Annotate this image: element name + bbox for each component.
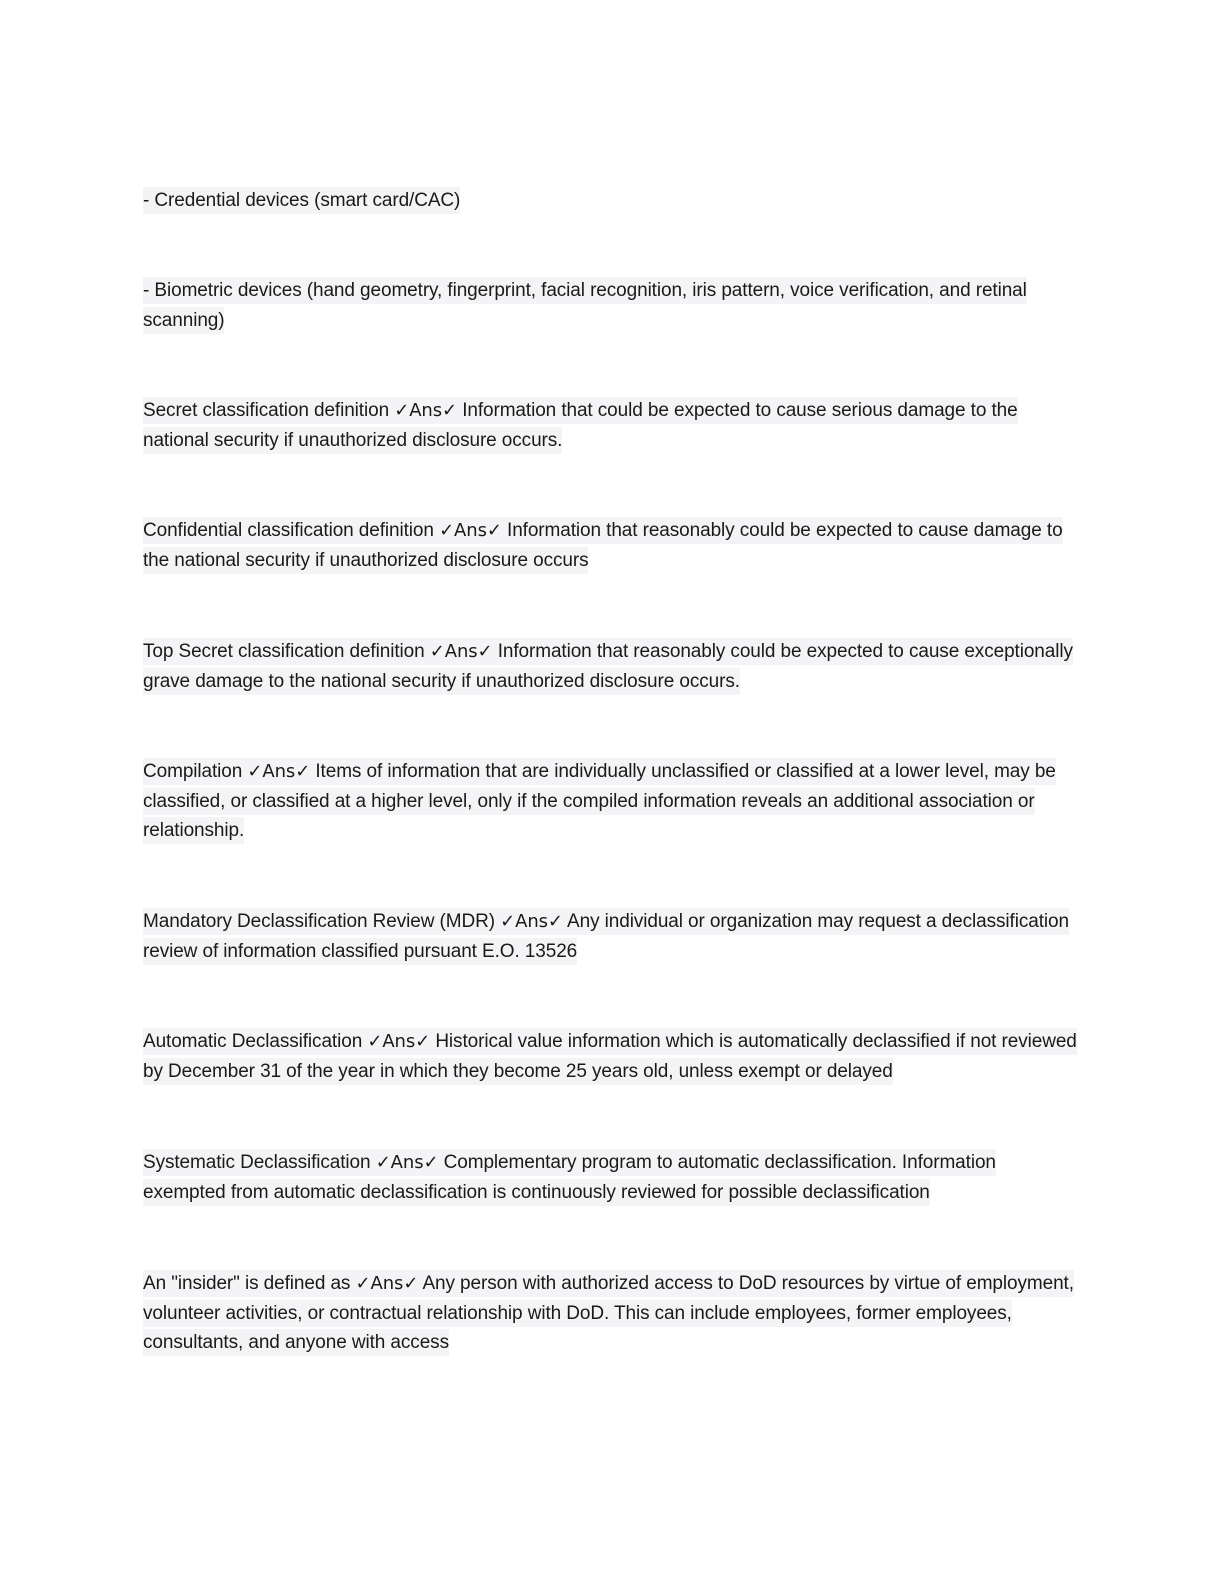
qa-answer: Items of information that are individually unclassified or classified at a lower level, may be classified, or classified at a higher level, only if the compiled information reveals an additional association or relationship. [143,761,1056,841]
bullet-text: - Biometric devices (hand geometry, fingerprint, facial recognition, iris pattern, voice verification, and retinal scanning) [143,277,1027,334]
qa-top-secret-classification [143,637,1083,696]
answer-separator: ✓Ans✓ [500,911,563,932]
bullet-text: - Credential devices (smart card/CAC) [143,187,460,214]
qa-term: Secret classification definition [143,400,390,421]
bullet-credential-devices [143,186,1083,216]
qa-term: Top Secret classification definition [143,641,425,662]
answer-separator: ✓Ans✓ [439,520,502,541]
answer-separator: ✓Ans✓ [429,641,493,662]
answer-separator: ✓Ans✓ [355,1273,419,1294]
qa-systematic-declassification [143,1148,1083,1207]
answer-separator: ✓Ans✓ [375,1152,439,1173]
answer-separator: ✓Ans✓ [367,1031,431,1052]
qa-answer: Information that could be expected to cause serious damage to the national security if unauthorized disclosure occurs. [143,400,1018,451]
bullet-biometric-devices [143,276,1083,335]
qa-answer: Historical value information which is automatically declassified if not reviewed by December 31 of the year in which they become 25 years old, unless exempt or delayed [143,1031,1077,1082]
qa-confidential-classification [143,516,1083,575]
qa-insider-definition [143,1269,1083,1358]
qa-answer: Any individual or organization may request a declassification review of information classified pursuant E.O. 13526 [143,911,1069,962]
qa-compilation [143,757,1083,846]
qa-term: Confidential classification definition [143,520,434,541]
qa-answer: Any person with authorized access to DoD resources by virtue of employment, volunteer activities, or contractual relationship with DoD. This can include employees, former employees, consultants, and anyone with access [143,1273,1074,1353]
answer-separator: ✓Ans✓ [247,761,311,782]
answer-separator: ✓Ans✓ [394,400,457,421]
qa-term: Compilation [143,761,243,782]
qa-term: Mandatory Declassification Review (MDR) [143,911,495,932]
qa-term: An "insider" is defined as [143,1273,351,1294]
qa-automatic-declassification [143,1027,1083,1086]
qa-answer: Information that reasonably could be expected to cause damage to the national security if unauthorized disclosure occurs [143,520,1063,571]
qa-term: Automatic Declassification [143,1031,363,1052]
qa-secret-classification [143,396,1083,455]
qa-answer: Information that reasonably could be expected to cause exceptionally grave damage to the national security if unauthorized disclosure occurs. [143,641,1073,692]
qa-term: Systematic Declassification [143,1152,371,1173]
qa-mandatory-declassification-review [143,907,1083,966]
qa-answer: Complementary program to automatic declassification. Information exempted from automatic declassification is continuously reviewed for possible declassification [143,1152,996,1203]
